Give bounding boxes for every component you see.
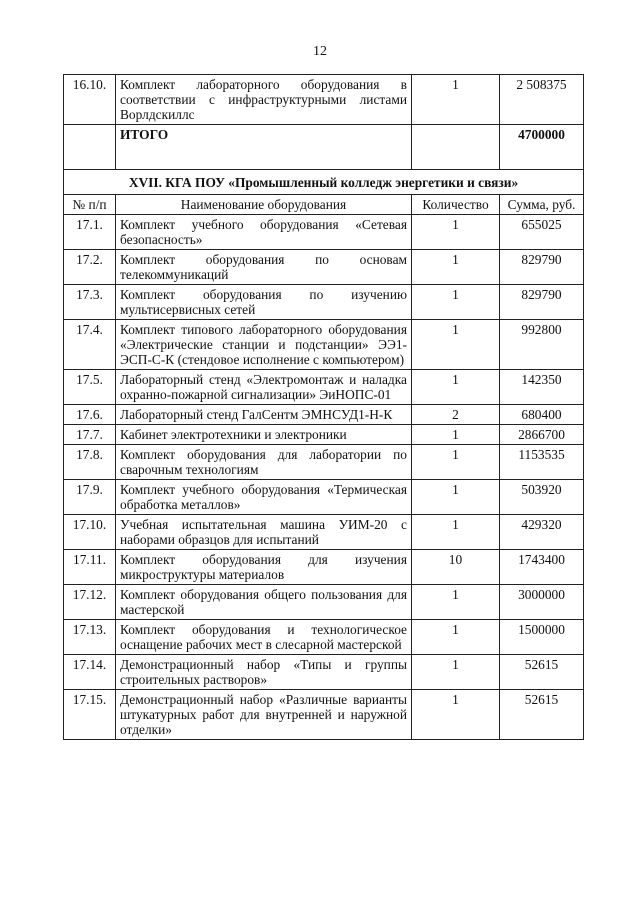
- row-number: 16.10.: [64, 75, 116, 125]
- row-number: 17.6.: [64, 405, 116, 425]
- total-sum: 4700000: [500, 125, 584, 170]
- quantity: 10: [412, 550, 500, 585]
- total-label: ИТОГО: [116, 125, 412, 170]
- header-qty: Количество: [412, 195, 500, 215]
- quantity: 1: [412, 250, 500, 285]
- table-row: [64, 285, 584, 320]
- total-qty-cell: [412, 125, 500, 170]
- equipment-name: Комплект лабораторного оборудования в соответствии с инфраструктурными листами Ворлдскиллс: [116, 75, 412, 125]
- table-row: [64, 320, 584, 370]
- amount: 992800: [500, 320, 584, 370]
- equipment-name: Учебная испытательная машина УИМ-20 с наборами образцов для испытаний: [116, 515, 412, 550]
- amount: 52615: [500, 655, 584, 690]
- row-number: 17.3.: [64, 285, 116, 320]
- total-row: [64, 125, 584, 170]
- row-number: 17.12.: [64, 585, 116, 620]
- row-number: 17.7.: [64, 425, 116, 445]
- quantity: 1: [412, 620, 500, 655]
- amount: 1500000: [500, 620, 584, 655]
- table-row: [64, 480, 584, 515]
- equipment-name: Комплект оборудования для изучения микроструктуры материалов: [116, 550, 412, 585]
- quantity: 1: [412, 480, 500, 515]
- quantity: 1: [412, 425, 500, 445]
- table-row: [64, 515, 584, 550]
- quantity: 1: [412, 370, 500, 405]
- equipment-name: Комплект оборудования по основам телекоммуникаций: [116, 250, 412, 285]
- row-number: 17.14.: [64, 655, 116, 690]
- equipment-name: Лабораторный стенд «Электромонтаж и наладка охранно-пожарной сигнализации» ЭиНОПС-01: [116, 370, 412, 405]
- equipment-name: Лабораторный стенд ГалСентм ЭМНСУД1-Н-К: [116, 405, 412, 425]
- amount: 52615: [500, 690, 584, 740]
- header-name: Наименование оборудования: [116, 195, 412, 215]
- row-number: 17.9.: [64, 480, 116, 515]
- row-number: 17.10.: [64, 515, 116, 550]
- equipment-name: Комплект оборудования и технологическое оснащение рабочих мест в слесарной мастерской: [116, 620, 412, 655]
- quantity: 2: [412, 405, 500, 425]
- equipment-name: Комплект учебного оборудования «Сетевая безопасность»: [116, 215, 412, 250]
- amount: 1743400: [500, 550, 584, 585]
- amount: 429320: [500, 515, 584, 550]
- quantity: 1: [412, 320, 500, 370]
- page-number: 12: [313, 44, 327, 59]
- table-row: [64, 550, 584, 585]
- amount: 2866700: [500, 425, 584, 445]
- quantity: 1: [412, 690, 500, 740]
- amount: 829790: [500, 285, 584, 320]
- row-number: 17.2.: [64, 250, 116, 285]
- equipment-name: Демонстрационный набор «Различные варианты штукатурных работ для внутренней и наружной отделки»: [116, 690, 412, 740]
- header-row: [64, 195, 584, 215]
- amount: 829790: [500, 250, 584, 285]
- quantity: 1: [412, 445, 500, 480]
- header-num: № п/п: [64, 195, 116, 215]
- amount: 1153535: [500, 445, 584, 480]
- table-row: [64, 445, 584, 480]
- equipment-name: Кабинет электротехники и электроники: [116, 425, 412, 445]
- table-row: [64, 405, 584, 425]
- amount: 503920: [500, 480, 584, 515]
- amount: 2 508375: [500, 75, 584, 125]
- row-number: 17.4.: [64, 320, 116, 370]
- amount: 655025: [500, 215, 584, 250]
- section-title: XVII. КГА ПОУ «Промышленный колледж энергетики и связи»: [64, 170, 584, 195]
- table-row: [64, 75, 584, 125]
- row-number: 17.1.: [64, 215, 116, 250]
- quantity: 1: [412, 585, 500, 620]
- amount: 680400: [500, 405, 584, 425]
- row-number: 17.5.: [64, 370, 116, 405]
- table-row: [64, 215, 584, 250]
- equipment-name: Комплект оборудования для лаборатории по сварочным технологиям: [116, 445, 412, 480]
- table-row: [64, 655, 584, 690]
- equipment-name: Комплект оборудования по изучению мультисервисных сетей: [116, 285, 412, 320]
- row-number: 17.15.: [64, 690, 116, 740]
- table-row: [64, 585, 584, 620]
- quantity: 1: [412, 75, 500, 125]
- quantity: 1: [412, 285, 500, 320]
- quantity: 1: [412, 655, 500, 690]
- table-row: [64, 370, 584, 405]
- header-sum: Сумма, руб.: [500, 195, 584, 215]
- row-number: 17.11.: [64, 550, 116, 585]
- equipment-name: Комплект типового лабораторного оборудования «Электрические станции и подстанции» ЭЭ1-ЭСП-С-К (стендовое исполнение с компьютером): [116, 320, 412, 370]
- equipment-table: [63, 74, 584, 740]
- equipment-name: Комплект учебного оборудования «Термическая обработка металлов»: [116, 480, 412, 515]
- amount: 3000000: [500, 585, 584, 620]
- row-number: 17.8.: [64, 445, 116, 480]
- quantity: 1: [412, 515, 500, 550]
- table-row: [64, 250, 584, 285]
- total-empty-cell: [64, 125, 116, 170]
- row-number: 17.13.: [64, 620, 116, 655]
- table-row: [64, 425, 584, 445]
- table-row: [64, 620, 584, 655]
- quantity: 1: [412, 215, 500, 250]
- equipment-name: Комплект оборудования общего пользования для мастерской: [116, 585, 412, 620]
- section-row: [64, 170, 584, 195]
- amount: 142350: [500, 370, 584, 405]
- table-row: [64, 690, 584, 740]
- equipment-name: Демонстрационный набор «Типы и группы строительных растворов»: [116, 655, 412, 690]
